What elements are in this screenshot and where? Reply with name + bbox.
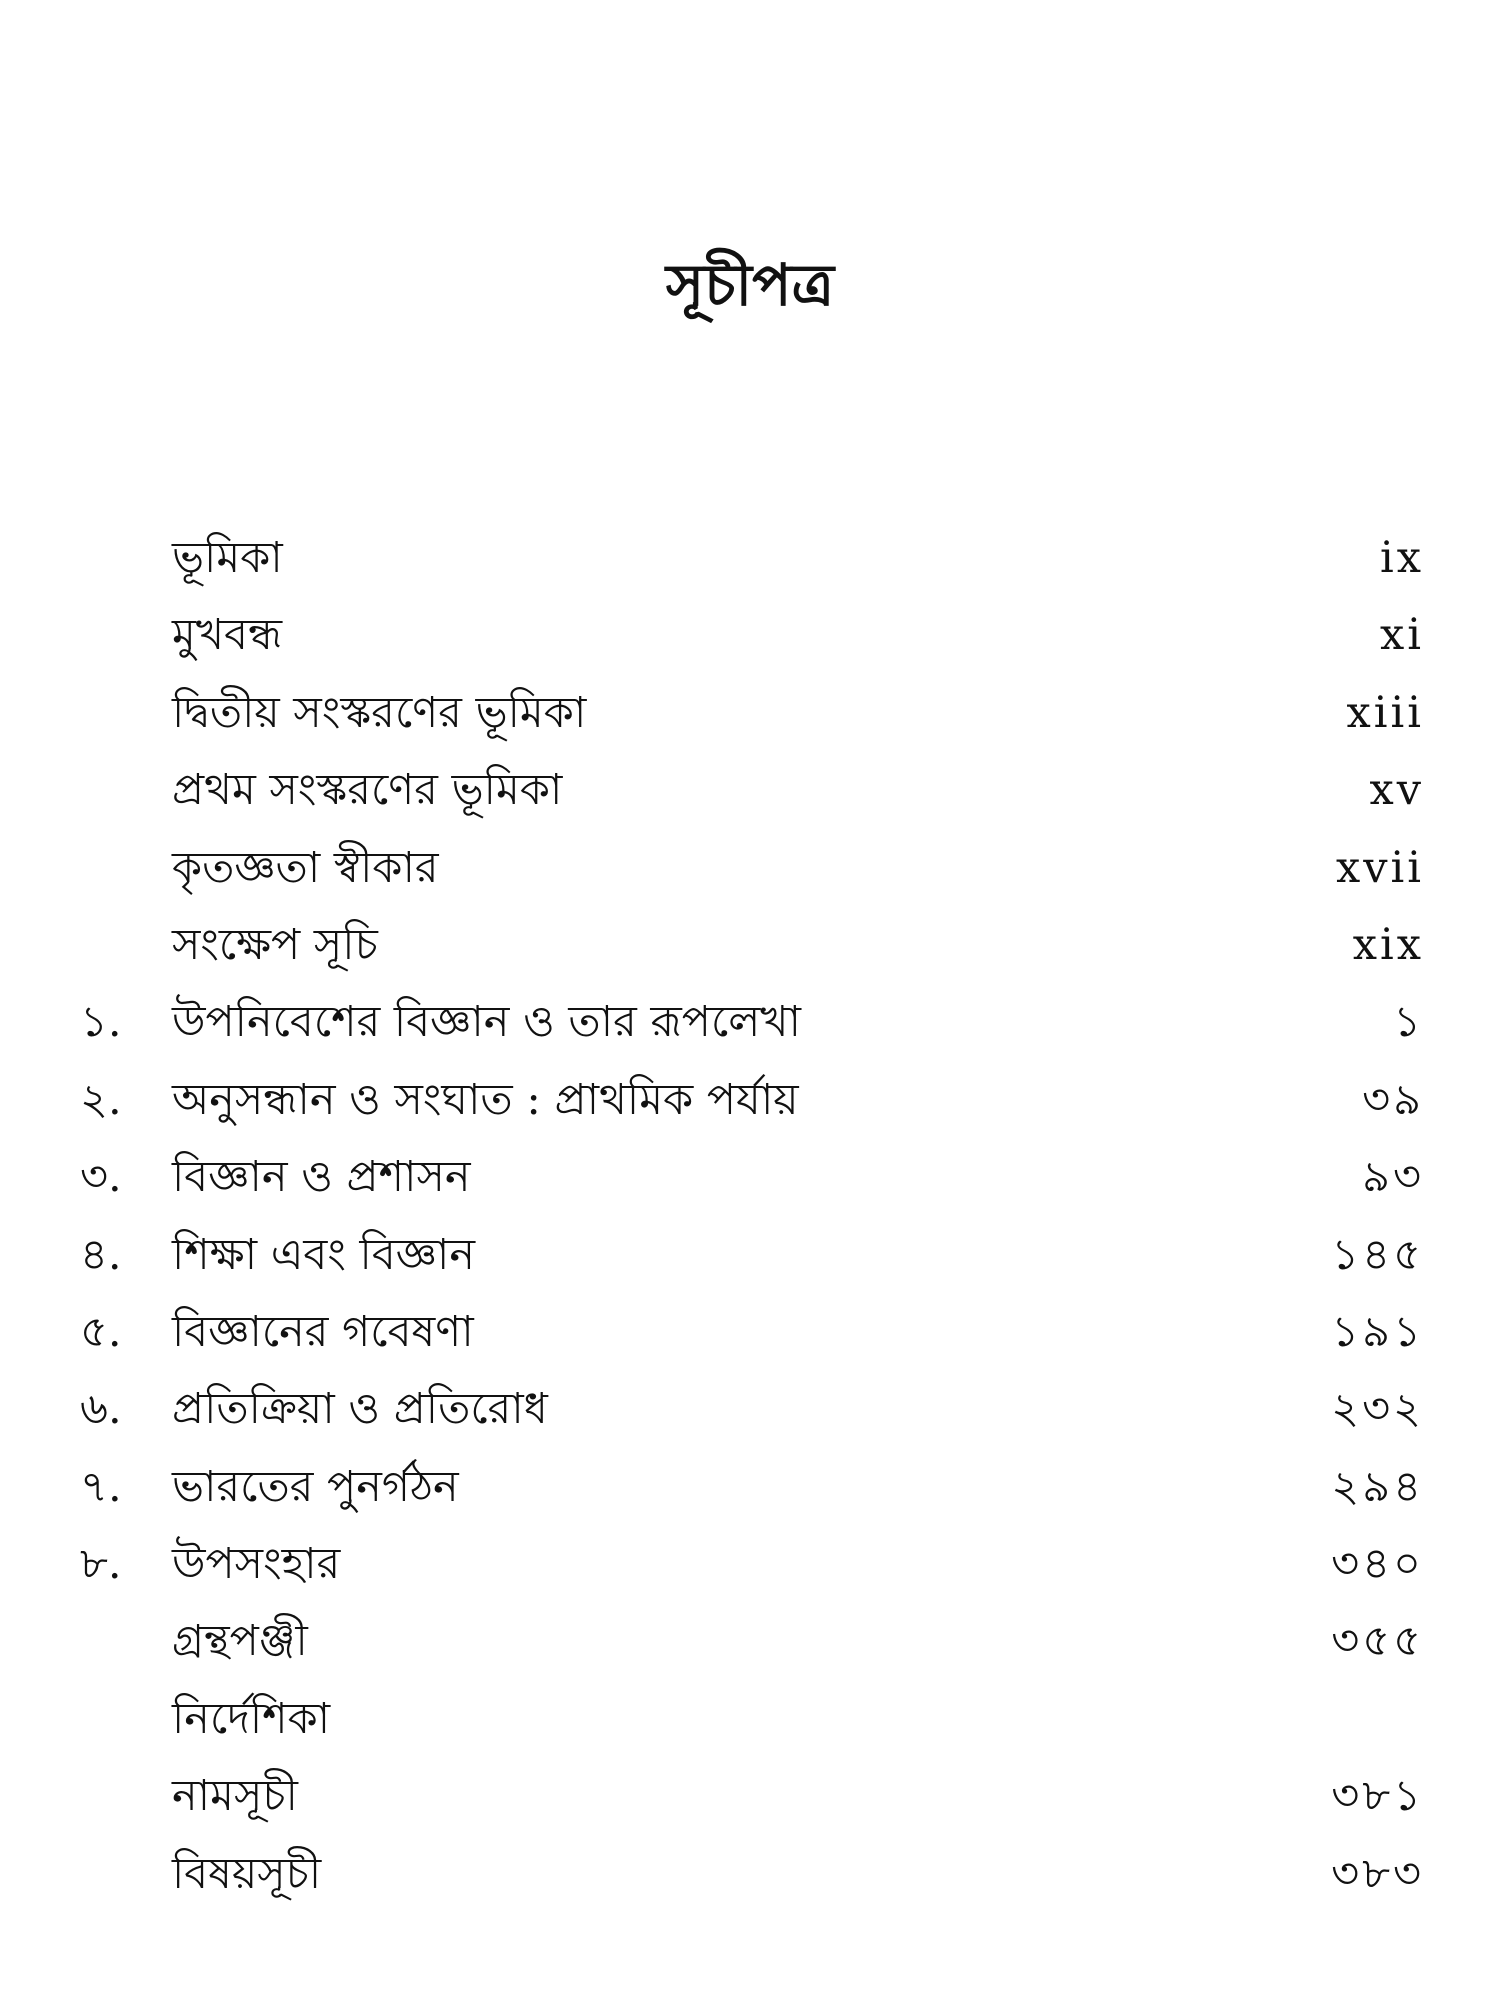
page-number: ৯৩ bbox=[1362, 1152, 1424, 1203]
page-number: ৩৫৫ bbox=[1331, 1616, 1424, 1667]
page-number: xi bbox=[1379, 610, 1424, 661]
entry-title: বিজ্ঞান ও প্রশাসন bbox=[172, 1152, 471, 1203]
toc-entry bbox=[0, 1681, 1500, 1758]
entry-title: ভূমিকা bbox=[172, 533, 283, 583]
page-number: ৩৯ bbox=[1362, 1074, 1424, 1125]
toc-entry bbox=[0, 1526, 1500, 1603]
toc-entry bbox=[0, 1603, 1500, 1680]
entry-title: বিজ্ঞানের গবেষণা bbox=[172, 1306, 474, 1357]
page-number: xiii bbox=[1346, 687, 1424, 738]
toc-entry bbox=[0, 597, 1500, 674]
toc-entry bbox=[0, 1371, 1500, 1448]
toc-entry bbox=[0, 1449, 1500, 1526]
entry-title: মুখবন্ধ bbox=[172, 610, 283, 661]
entry-title: প্রথম সংস্করণের ভূমিকা bbox=[172, 765, 563, 816]
toc-entry bbox=[0, 1758, 1500, 1835]
toc-entry bbox=[0, 1294, 1500, 1371]
entry-title: শিক্ষা এবং বিজ্ঞান bbox=[172, 1229, 476, 1280]
toc-entry bbox=[0, 907, 1500, 984]
entry-title: দ্বিতীয় সংস্করণের ভূমিকা bbox=[172, 687, 587, 738]
toc-entry bbox=[0, 1217, 1500, 1294]
chapter-number: ৮. bbox=[80, 1539, 122, 1590]
page-number: ১ bbox=[1393, 997, 1424, 1048]
entry-title: সংক্ষেপ সূচি bbox=[172, 919, 378, 970]
page-number: xix bbox=[1352, 919, 1424, 970]
toc-entry bbox=[0, 520, 1500, 597]
table-of-contents bbox=[0, 520, 1500, 1913]
toc-entry bbox=[0, 830, 1500, 907]
chapter-number: ৩. bbox=[80, 1152, 122, 1203]
chapter-number: ৫. bbox=[80, 1306, 122, 1357]
chapter-number: ৪. bbox=[80, 1229, 122, 1280]
toc-entry bbox=[0, 752, 1500, 829]
entry-title: উপনিবেশের বিজ্ঞান ও তার রূপলেখা bbox=[172, 997, 801, 1048]
toc-entry bbox=[0, 675, 1500, 752]
page-number: ix bbox=[1379, 533, 1424, 583]
chapter-number: ৬. bbox=[80, 1384, 122, 1435]
page-title: সূচীপত্র bbox=[665, 251, 835, 319]
page-number: xv bbox=[1369, 765, 1424, 816]
entry-title: বিষয়সূচী bbox=[172, 1848, 322, 1899]
chapter-number: ২. bbox=[80, 1074, 122, 1125]
entry-title: নির্দেশিকা bbox=[172, 1693, 331, 1744]
entry-title: গ্রন্থপঞ্জী bbox=[172, 1616, 308, 1667]
page-number: ২৩২ bbox=[1331, 1384, 1424, 1435]
page-number: ১৪৫ bbox=[1331, 1229, 1424, 1280]
chapter-number: ৭. bbox=[80, 1461, 122, 1512]
toc-entry bbox=[0, 1139, 1500, 1216]
page-number: ৩৪০ bbox=[1331, 1539, 1424, 1590]
page-number: ২৯৪ bbox=[1331, 1461, 1424, 1512]
page-number: ১৯১ bbox=[1331, 1306, 1424, 1357]
entry-title: প্রতিক্রিয়া ও প্রতিরোধ bbox=[172, 1384, 548, 1435]
page-number: ৩৮১ bbox=[1331, 1771, 1424, 1822]
page-number: xvii bbox=[1335, 842, 1424, 893]
entry-title: নামসূচী bbox=[172, 1771, 298, 1822]
entry-title: কৃতজ্ঞতা স্বীকার bbox=[172, 842, 439, 893]
entry-title: অনুসন্ধান ও সংঘাত : প্রাথমিক পর্যায় bbox=[172, 1074, 799, 1125]
page-number: ৩৮৩ bbox=[1331, 1848, 1424, 1899]
toc-entry bbox=[0, 1062, 1500, 1139]
chapter-number: ১. bbox=[80, 997, 122, 1048]
entry-title: উপসংহার bbox=[172, 1539, 341, 1590]
toc-entry bbox=[0, 984, 1500, 1061]
toc-entry bbox=[0, 1836, 1500, 1913]
entry-title: ভারতের পুনর্গঠন bbox=[172, 1461, 459, 1512]
